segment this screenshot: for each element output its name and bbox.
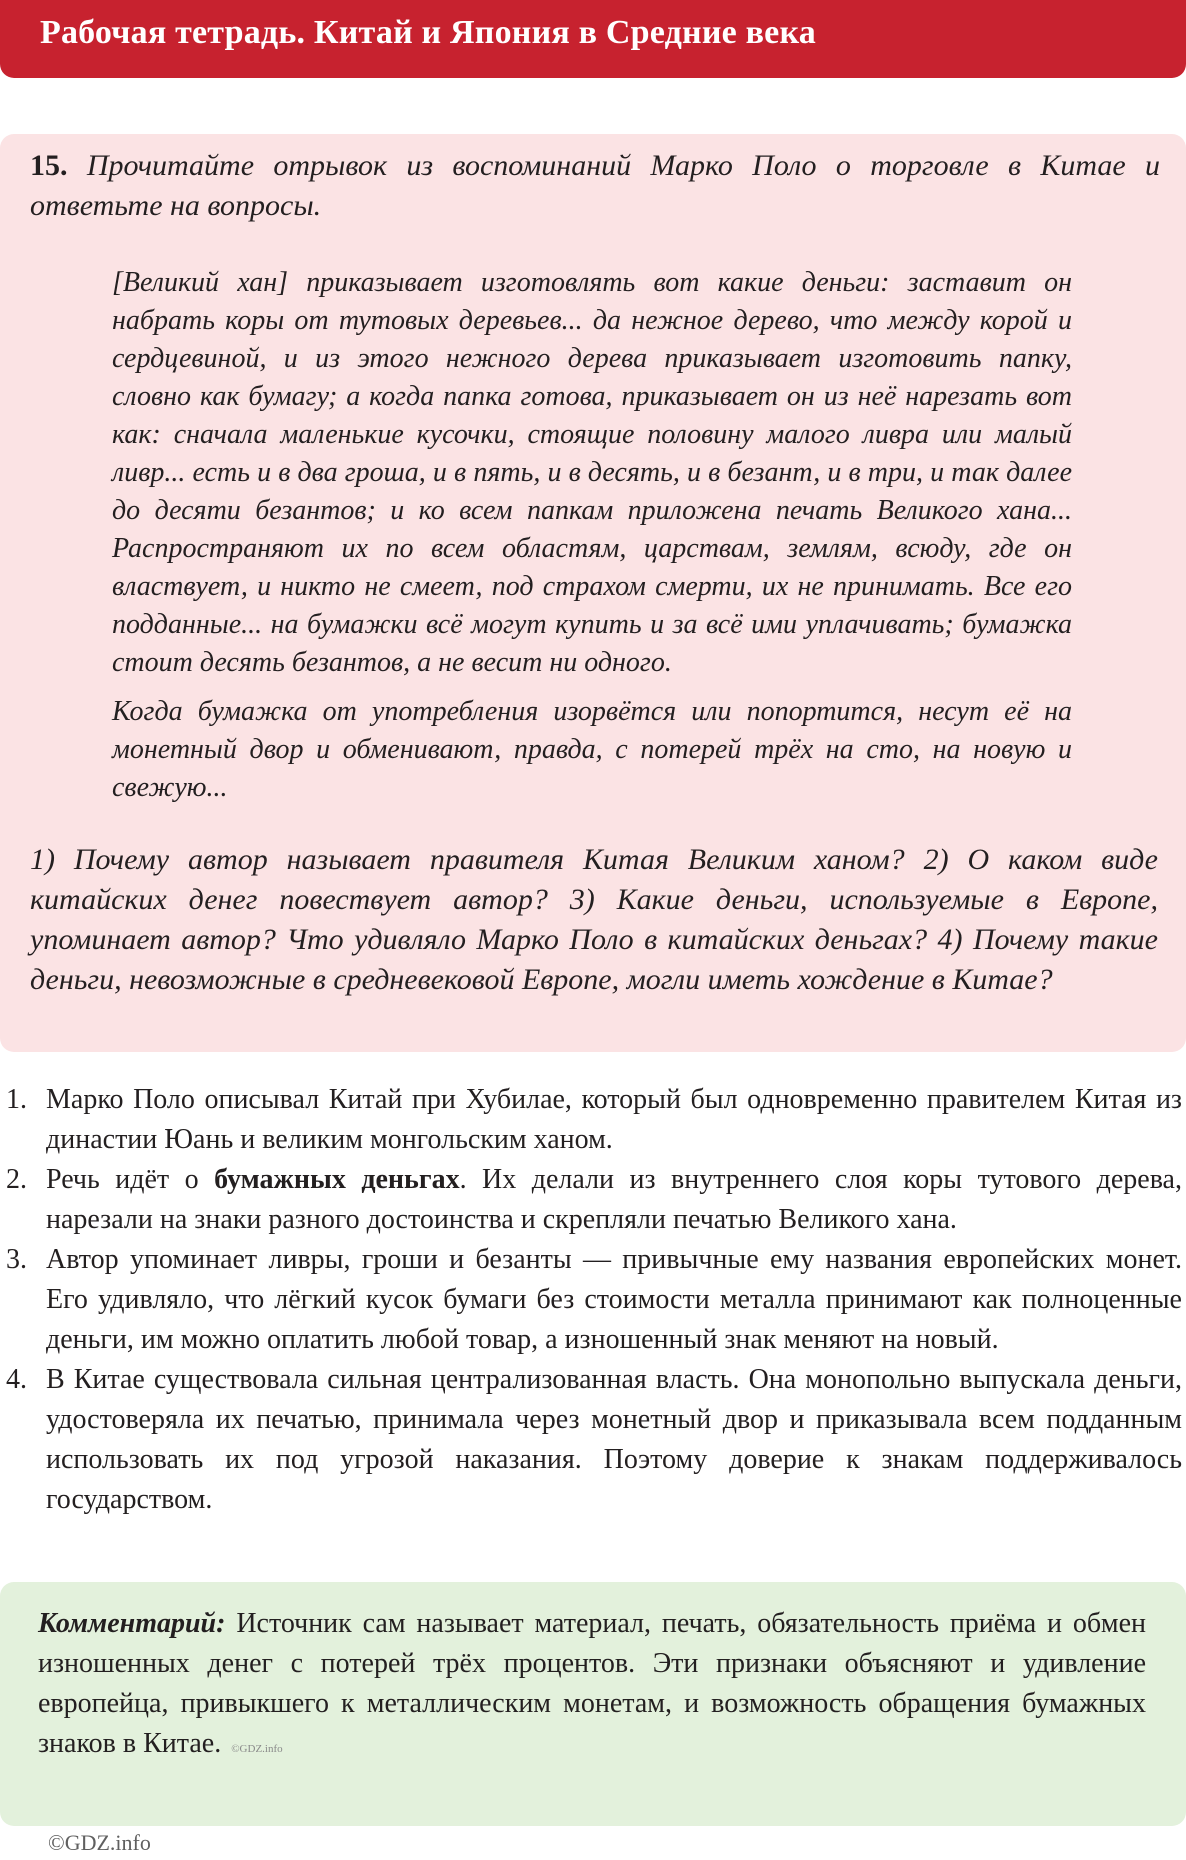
answer-number: 4. <box>6 1364 27 1395</box>
inline-watermark: ©GDZ.info <box>231 1743 283 1755</box>
answer-text: Автор упоминает ливры, гроши и безанты — привычные ему названия европейских монет. Его удивляло, что лёгкий кусок бумаги без стоимости металла принимают как полноценные деньги, им можно оплатить любой товар, а изношенный знак меняют на новый. <box>46 1244 1182 1355</box>
answer-number: 3. <box>6 1244 27 1275</box>
comment <box>38 1604 1146 1769</box>
answer-number: 1. <box>6 1084 27 1115</box>
task-number: 15. <box>30 149 68 182</box>
answer-list <box>0 1080 1186 1520</box>
header-bar <box>0 0 1186 78</box>
task-prompt-text: Прочитайте отрывок из воспоминаний Марко Поло о торговле в Китае и ответьте на вопросы. <box>30 149 1160 222</box>
answer-text: Марко Поло описывал Китай при Хубилае, который был одновременно правителем Китая из династии Юань и великим монгольским ханом. <box>46 1084 1182 1155</box>
footer-watermark: ©GDZ.info <box>48 1830 151 1855</box>
answer-item <box>0 1160 1186 1240</box>
comment-label: Комментарий: <box>38 1608 226 1639</box>
task-questions: 1) Почему автор называет правителя Китая Великим ханом? 2) О каком виде китайских денег повествует автор? 3) Какие деньги, используемые в Европе, упоминает автор? Что удивляло Марко Поло в китайских деньгах? 4) Почему такие деньги, невозможные в средневековой Европе, могли иметь хождение в Китае? <box>30 843 1158 996</box>
source-quote-paragraph-1: [Великий хан] приказывает изготовлять вот какие деньги: заставит он набрать коры от тутовых деревьев... да нежное дерево, что между корой и сердцевиной, и из этого нежного дерева приказывает изготовить папку, словно как бумагу; а когда папка готова, приказывает он из неё нарезать вот как: сначала маленькие кусочки, стоящие половину малого ливра или малый ливр... есть и в два гроша, и в пять, и в десять, и в безант, и в три, и так далее до десяти безантов; и ко всем папкам приложена печать Великого хана... Распространяют их по всем областям, царствам, землям, всюду, где он властвует, и никто не смеет, под страхом смерти, их не принимать. Все его подданные... на бумажки всё могут купить и за всё ими уплачивать; бумажка стоит десять безантов, а не весит ни одного. <box>112 267 1072 678</box>
comment-text: Источник сам называет материал, печать, обязательность приёма и обмен изношенных денег с потерей трёх процентов. Эти признаки объясняют и удивление европейца, привыкшего к металлическим монетам, и возможность обращения бумажных знаков в Китае. <box>38 1608 1146 1759</box>
task-prompt <box>30 146 1160 226</box>
answer-text-start: Речь идёт о <box>46 1164 215 1195</box>
page-title: Рабочая тетрадь. Китай и Япония в Средние века <box>40 14 816 51</box>
answer-item <box>0 1360 1186 1520</box>
answer-number: 2. <box>6 1164 27 1195</box>
answer-item <box>0 1080 1186 1160</box>
answer-text: В Китае существовала сильная централизованная власть. Она монопольно выпускала деньги, удостоверяла их печатью, принимала через монетный двор и приказывала всем подданным использовать их под угрозой наказания. Поэтому доверие к знакам поддерживалось государством. <box>46 1364 1182 1515</box>
answer-key-term: бумажных деньгах <box>214 1164 460 1195</box>
answer-item <box>0 1240 1186 1360</box>
source-quote-paragraph-2: Когда бумажка от употребления изорвётся или попортится, несут её на монетный двор и обменивают, правда, с потерей трёх на сто, на новую и свежую... <box>112 696 1072 803</box>
answer-text-rest: . Их делали из внутреннего слоя коры тутового дерева, нарезали на знаки разного достоинства и скрепляли печатью Великого хана. <box>46 1164 1182 1235</box>
